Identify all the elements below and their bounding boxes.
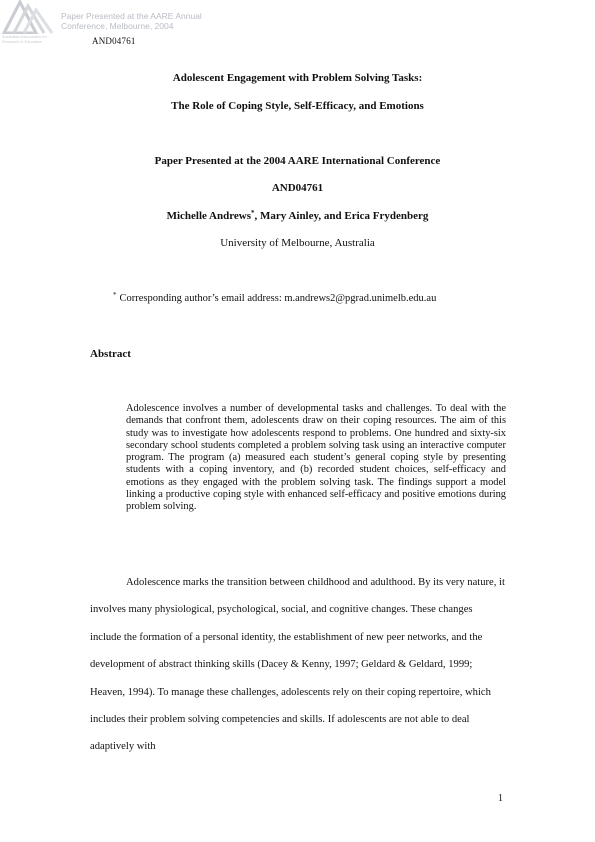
header-paper-code: AND04761	[92, 36, 136, 46]
title-line-2: The Role of Coping Style, Self-Efficacy, and Emotions	[171, 100, 424, 112]
footnote-text: Corresponding author’s email address: m.andrews2@pgrad.unimelb.edu.au	[119, 293, 437, 304]
abstract-text: Adolescence involves a number of developmental tasks and challenges. To deal with the demands that confront them, adolescents draw on their coping resources. The aim of this study was to investigate how adolescents respond to problems. One hundred and sixty-six secondary school students completed a problem solving task using an interactive computer program. The program (a) measured each student’s general coping style by presenting students with a coping inventory, and (b) recorded student choices, self-efficacy and emotions as they engaged with the problem solving task. The findings support a model linking a productive coping style with enhanced self-efficacy and positive emotions during problem solving.	[126, 403, 506, 513]
author-list	[60, 209, 535, 222]
conference-line: Paper Presented at the 2004 AARE International Conference	[154, 155, 441, 167]
other-authors: , Mary Ainley, and Erica Frydenberg	[254, 210, 429, 222]
body-paragraph-text: Adolescence marks the transition between childhood and adulthood. By its very nature, it involves many physiological, psychological, social, and cognitive changes. These changes include the formation of a personal identity, the establishment of new peer networks, and the development of abstract thinking skills (Dacey & Kenny, 1997; Geldard & Geldard, 1999; Heaven, 1994). To manage these challenges, adolescents rely on their coping repertoire, which includes their problem solving competencies and skills. If adolescents are not able to deal adaptively with	[90, 577, 505, 753]
corresponding-marker: *	[251, 209, 255, 217]
footnote-marker: *	[113, 291, 117, 299]
affiliation: University of Melbourne, Australia	[220, 237, 375, 249]
watermark-text: Paper Presented at the AARE Annual Conference, Melbourne, 2004	[61, 11, 202, 31]
page-number: 1	[498, 793, 503, 804]
body-paragraph	[90, 569, 506, 761]
abstract-heading: Abstract	[90, 348, 131, 360]
corresponding-footnote	[113, 291, 436, 304]
paper-code: AND04761	[271, 182, 324, 194]
watermark-organization: Australian Association for Research in Education	[2, 34, 47, 44]
first-author: Michelle Andrews	[166, 210, 252, 222]
aare-logo-icon	[0, 0, 60, 34]
title-line-1: Adolescent Engagement with Problem Solving Tasks:	[172, 72, 423, 84]
